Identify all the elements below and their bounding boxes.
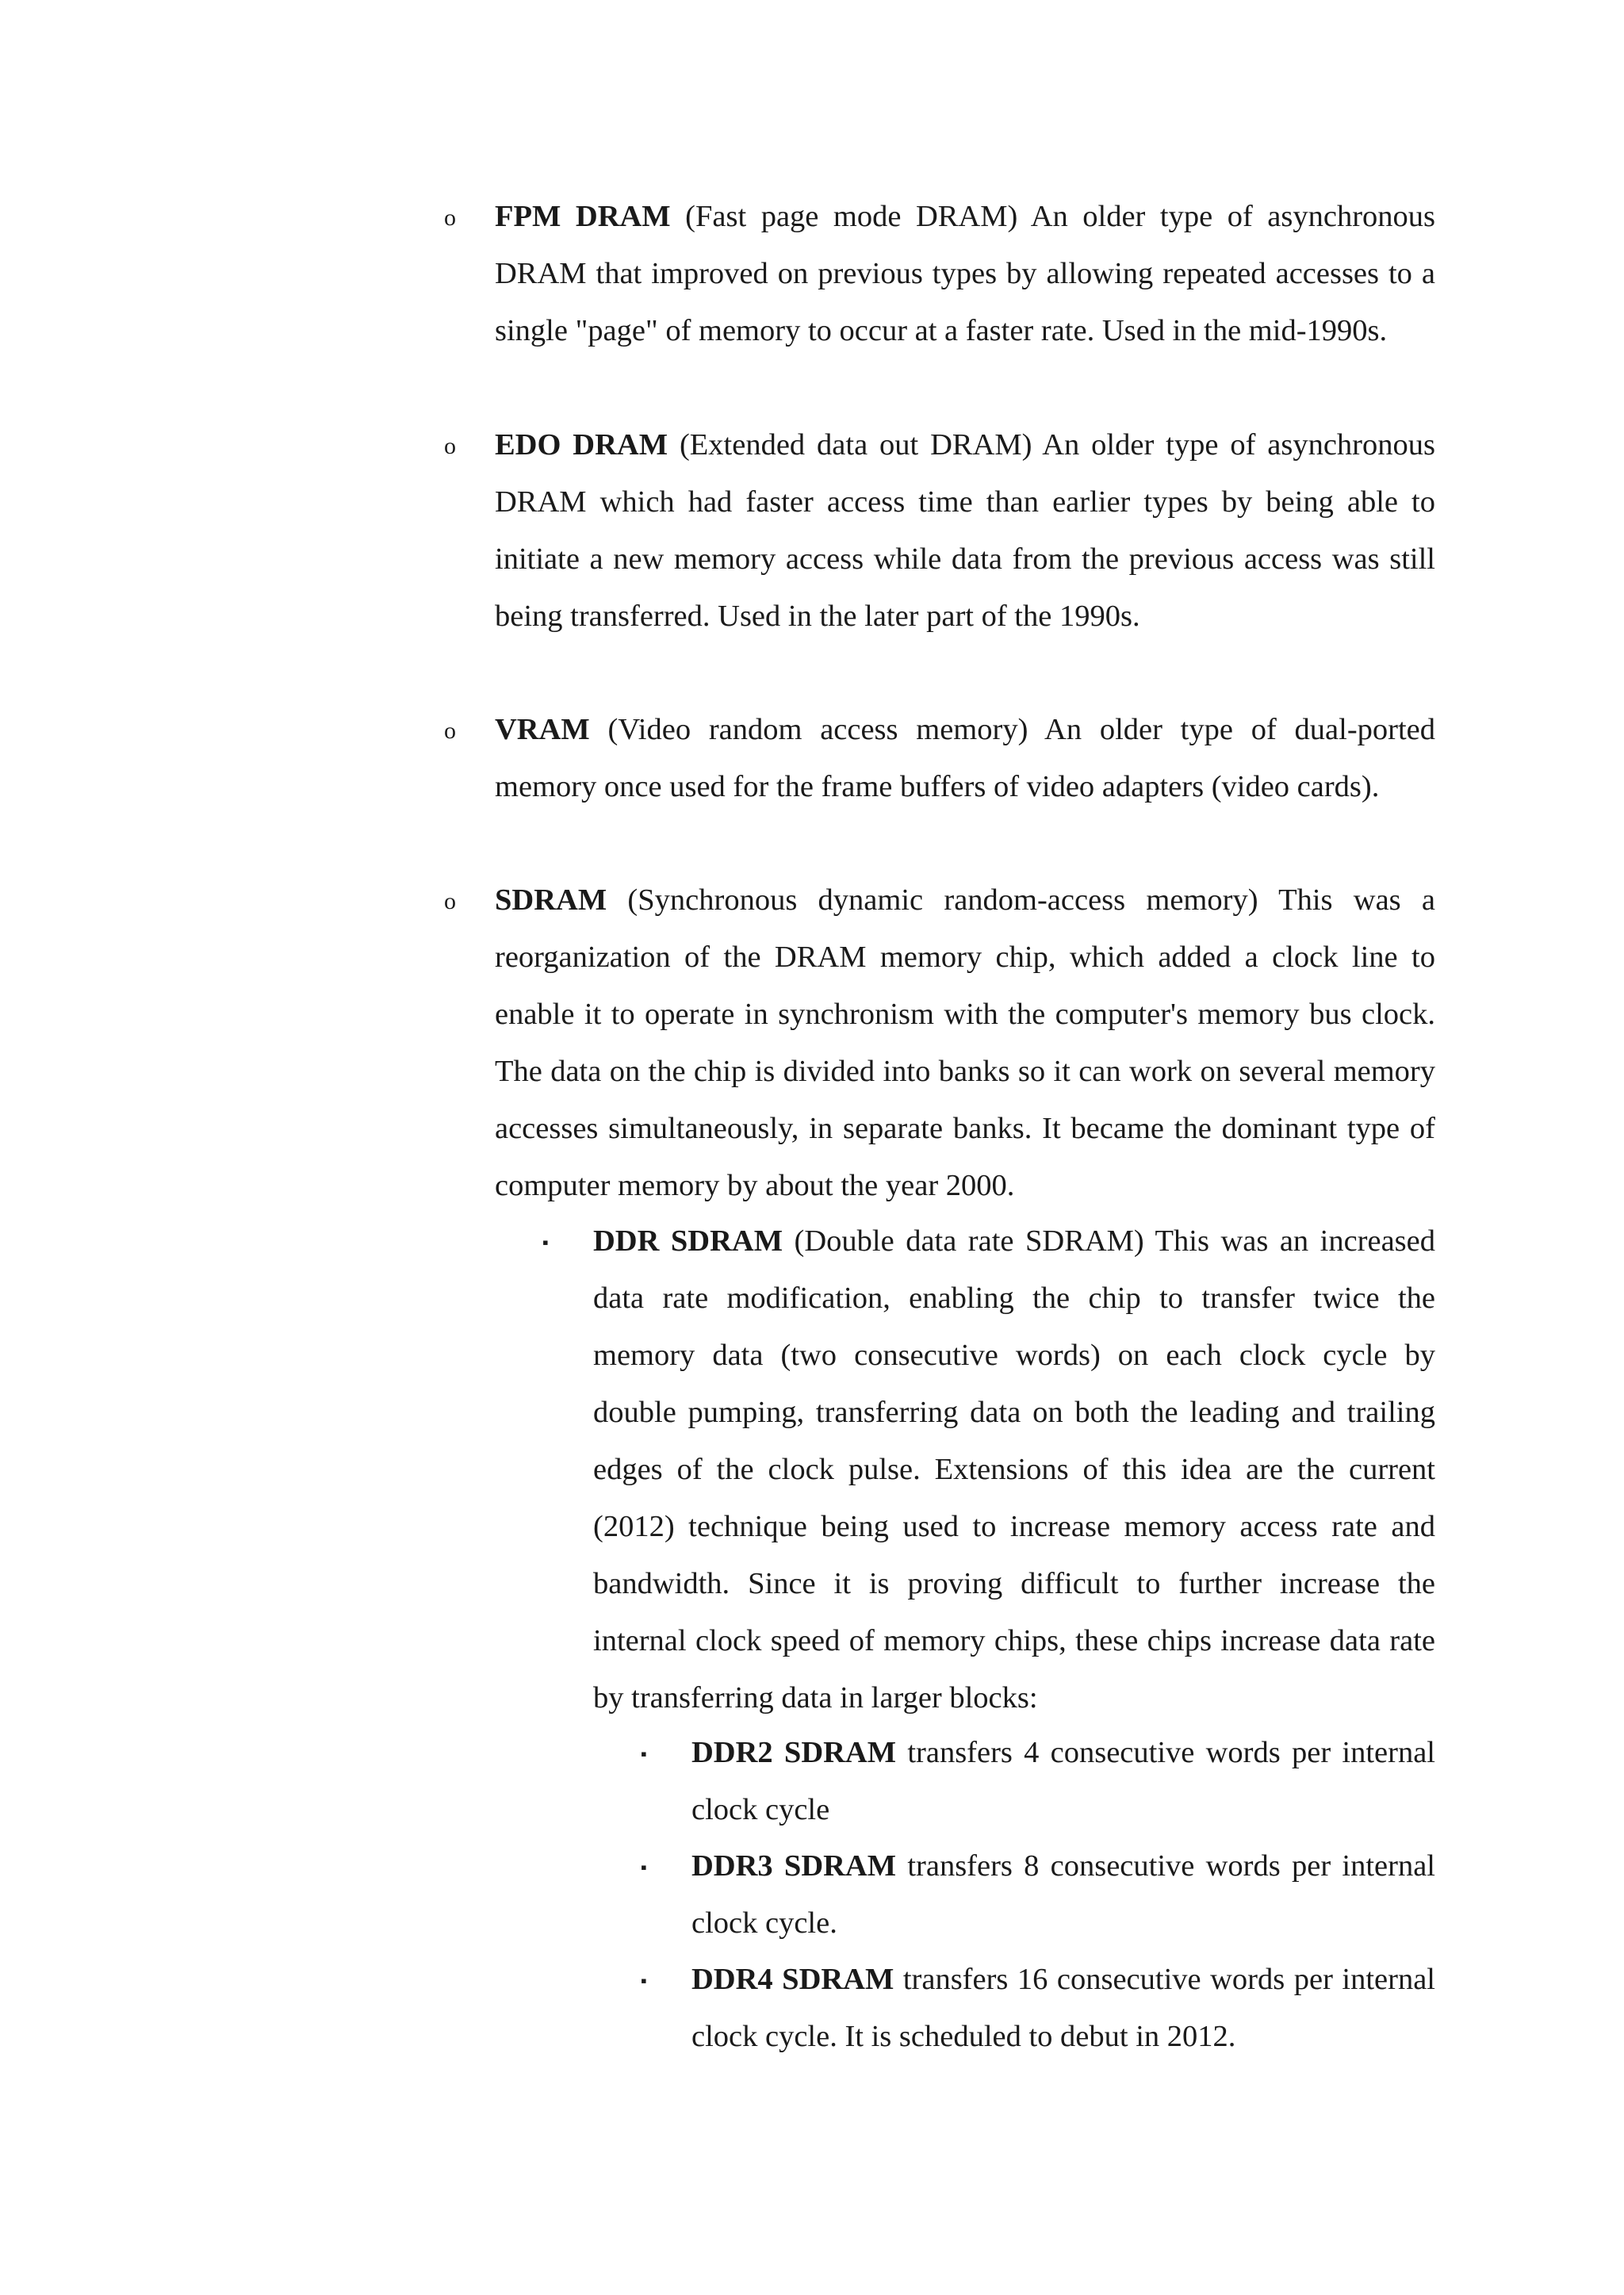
circle-bullet-icon: o <box>444 718 456 744</box>
description-vram: (Video random access memory) An older type of dual-ported memory once used for the frame buffers of video adapters (video cards). <box>495 713 1435 803</box>
term-ddr3-sdram: DDR3 SDRAM <box>691 1849 897 1883</box>
description-sdram: (Synchronous dynamic random-access memory) This was a reorganization of the DRAM memory chip, which added a clock line to enable it to operate in synchronism with the computer's memory bus clock. The data on the chip is divided into banks so it can work on several memory accesses simultaneously, in separate banks. It became the dominant type of computer memory by about the year 2000. <box>495 883 1435 1202</box>
term-sdram: SDRAM <box>495 883 607 917</box>
term-vram: VRAM <box>495 713 590 746</box>
square-bullet-icon: ▪ <box>641 1971 647 1990</box>
description-ddr3-sdram: transfers 8 consecutive words per internal clock cycle. <box>691 1849 1435 1940</box>
term-ddr-sdram: DDR SDRAM <box>593 1224 783 1258</box>
square-bullet-icon: ▪ <box>641 1857 647 1877</box>
description-ddr2-sdram: transfers 4 consecutive words per internal clock cycle <box>691 1736 1435 1826</box>
term-fpm-dram: FPM DRAM <box>495 200 671 233</box>
term-edo-dram: EDO DRAM <box>495 428 668 462</box>
description-fpm-dram: (Fast page mode DRAM) An older type of asynchronous DRAM that improved on previous types by allowing repeated accesses to a single "page" of memory to occur at a faster rate. Used in the mid-1990s. <box>495 200 1436 347</box>
circle-bullet-icon: o <box>444 433 456 459</box>
description-edo-dram: (Extended data out DRAM) An older type of asynchronous DRAM which had faster access time than earlier types by being able to initiate a new memory access while data from the previous access was still being transferred. Used in the later part of the 1990s. <box>495 428 1435 633</box>
list-item-ddr4-sdram <box>691 1951 1435 2065</box>
square-bullet-icon: ▪ <box>542 1232 549 1252</box>
list-item-vram <box>495 701 1435 815</box>
list-item-ddr2-sdram <box>691 1724 1435 1838</box>
list-item-ddr3-sdram <box>691 1837 1435 1952</box>
list-item-sdram <box>495 872 1435 1214</box>
term-ddr4-sdram: DDR4 SDRAM <box>691 1963 894 1996</box>
term-ddr2-sdram: DDR2 SDRAM <box>691 1736 897 1769</box>
list-item-edo-dram <box>495 416 1435 645</box>
description-ddr-sdram: (Double data rate SDRAM) This was an increased data rate modification, enabling the chip to transfer twice the memory data (two consecutive words) on each clock cycle by double pumping, transferring data on both the leading and trailing edges of the clock pulse. Extensions of this idea are the current (2012) technique being used to increase memory access rate and bandwidth. Since it is proving difficult to further increase the internal clock speed of memory chips, these chips increase data rate by transferring data in larger blocks: <box>593 1224 1435 1715</box>
list-item-ddr-sdram <box>593 1213 1435 1726</box>
square-bullet-icon: ▪ <box>641 1744 647 1764</box>
description-ddr4-sdram: transfers 16 consecutive words per internal clock cycle. It is scheduled to debut in 2012. <box>691 1963 1435 2053</box>
list-item-fpm-dram <box>495 188 1435 359</box>
circle-bullet-icon: o <box>444 205 456 231</box>
circle-bullet-icon: o <box>444 888 456 914</box>
